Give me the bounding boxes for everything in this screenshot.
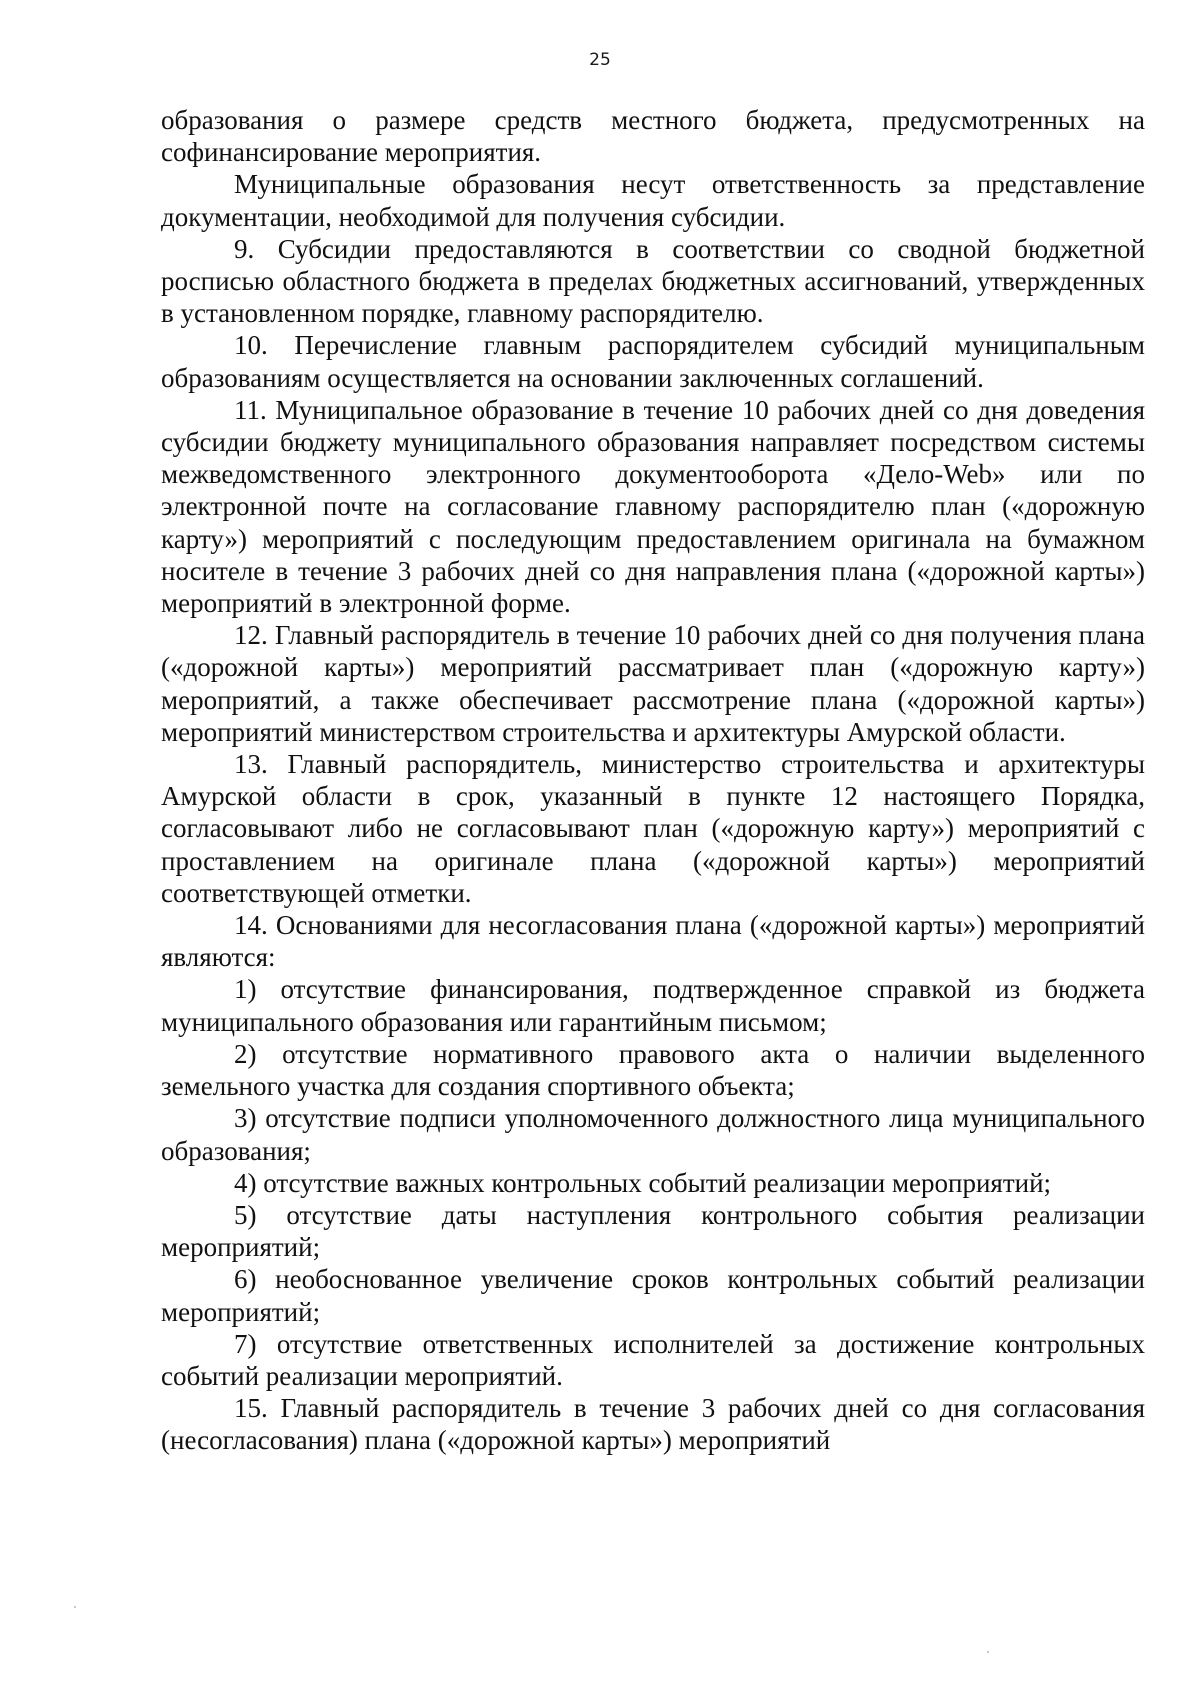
paragraph-item-14: 14. Основаниями для несогласования плана («дорожной карты») мероприятий являются:	[161, 910, 1145, 973]
list-item-7: 7) отсутствие ответственных исполнителей за достижение контрольных событий реализации мероприятий.	[161, 1328, 1145, 1391]
paragraph-item-13: 13. Главный распорядитель, министерство строительства и архитектуры Амурской области в срок, указанный в пункте 12 настоящего Порядка, согласовывают либо не согласовывают план («дорожную карту») мероприятий с проставлением на оригинале плана («дорожной карты») мероприятий соответствующей отметки.	[161, 749, 1145, 908]
paragraph-item-12: 12. Главный распорядитель в течение 10 рабочих дней со дня получения плана («дорожной карты») мероприятий рассматривает план («дорожную карту») мероприятий, а также обеспечивает рассмотрение плана («дорожной карты») мероприятий министерством строительства и архитектуры Амурской области.	[161, 620, 1145, 747]
paragraph-responsibility: Муниципальные образования несут ответственность за представление документации, необходимой для получения субсидии.	[161, 169, 1145, 232]
scan-speck	[987, 1651, 989, 1653]
list-item-1: 1) отсутствие финансирования, подтвержденное справкой из бюджета муниципального образования или гарантийным письмом;	[161, 974, 1145, 1037]
list-item-3: 3) отсутствие подписи уполномоченного должностного лица муниципального образования;	[161, 1103, 1145, 1166]
list-item-4: 4) отсутствие важных контрольных событий реализации мероприятий;	[234, 1167, 1052, 1198]
list-item-5: 5) отсутствие даты наступления контрольного события реализации мероприятий;	[161, 1199, 1145, 1263]
list-item-6: 6) необоснованное увеличение сроков контрольных событий реализации мероприятий;	[161, 1264, 1145, 1327]
document-body	[161, 104, 1145, 1457]
page-number: 25	[589, 50, 611, 70]
list-item-2: 2) отсутствие нормативного правового акта о наличии выделенного земельного участка для создания спортивного объекта;	[161, 1038, 1145, 1102]
paragraph-item-9: 9. Субсидии предоставляются в соответствии со сводной бюджетной росписью областного бюджета в пределах бюджетных ассигнований, утвержденных в установленном порядке, главному распорядителю.	[161, 233, 1145, 329]
paragraph-item-11: 11. Муниципальное образование в течение 10 рабочих дней со дня доведения субсидии бюджету муниципального образования направляет посредством системы межведомственного электронного документооборота «Дело-Web» или по электронной почте на согласование главному распорядителю план («дорожную карту») мероприятий с последующим предоставлением оригинала на бумажном носителе в течение 3 рабочих дней со дня направления плана («дорожной карты») мероприятий в электронной форме.	[161, 394, 1145, 619]
scan-speck	[74, 1606, 76, 1608]
paragraph-item-15: 15. Главный распорядитель в течение 3 рабочих дней со дня согласования (несогласования) плана («дорожной карты») мероприятий	[161, 1393, 1145, 1456]
paragraph-item-10: 10. Перечисление главным распорядителем субсидий муниципальным образованиям осуществляется на основании заключенных соглашений.	[161, 330, 1145, 393]
paragraph-continuation: образования о размере средств местного бюджета, предусмотренных на софинансирование мероприятия.	[161, 105, 1145, 168]
